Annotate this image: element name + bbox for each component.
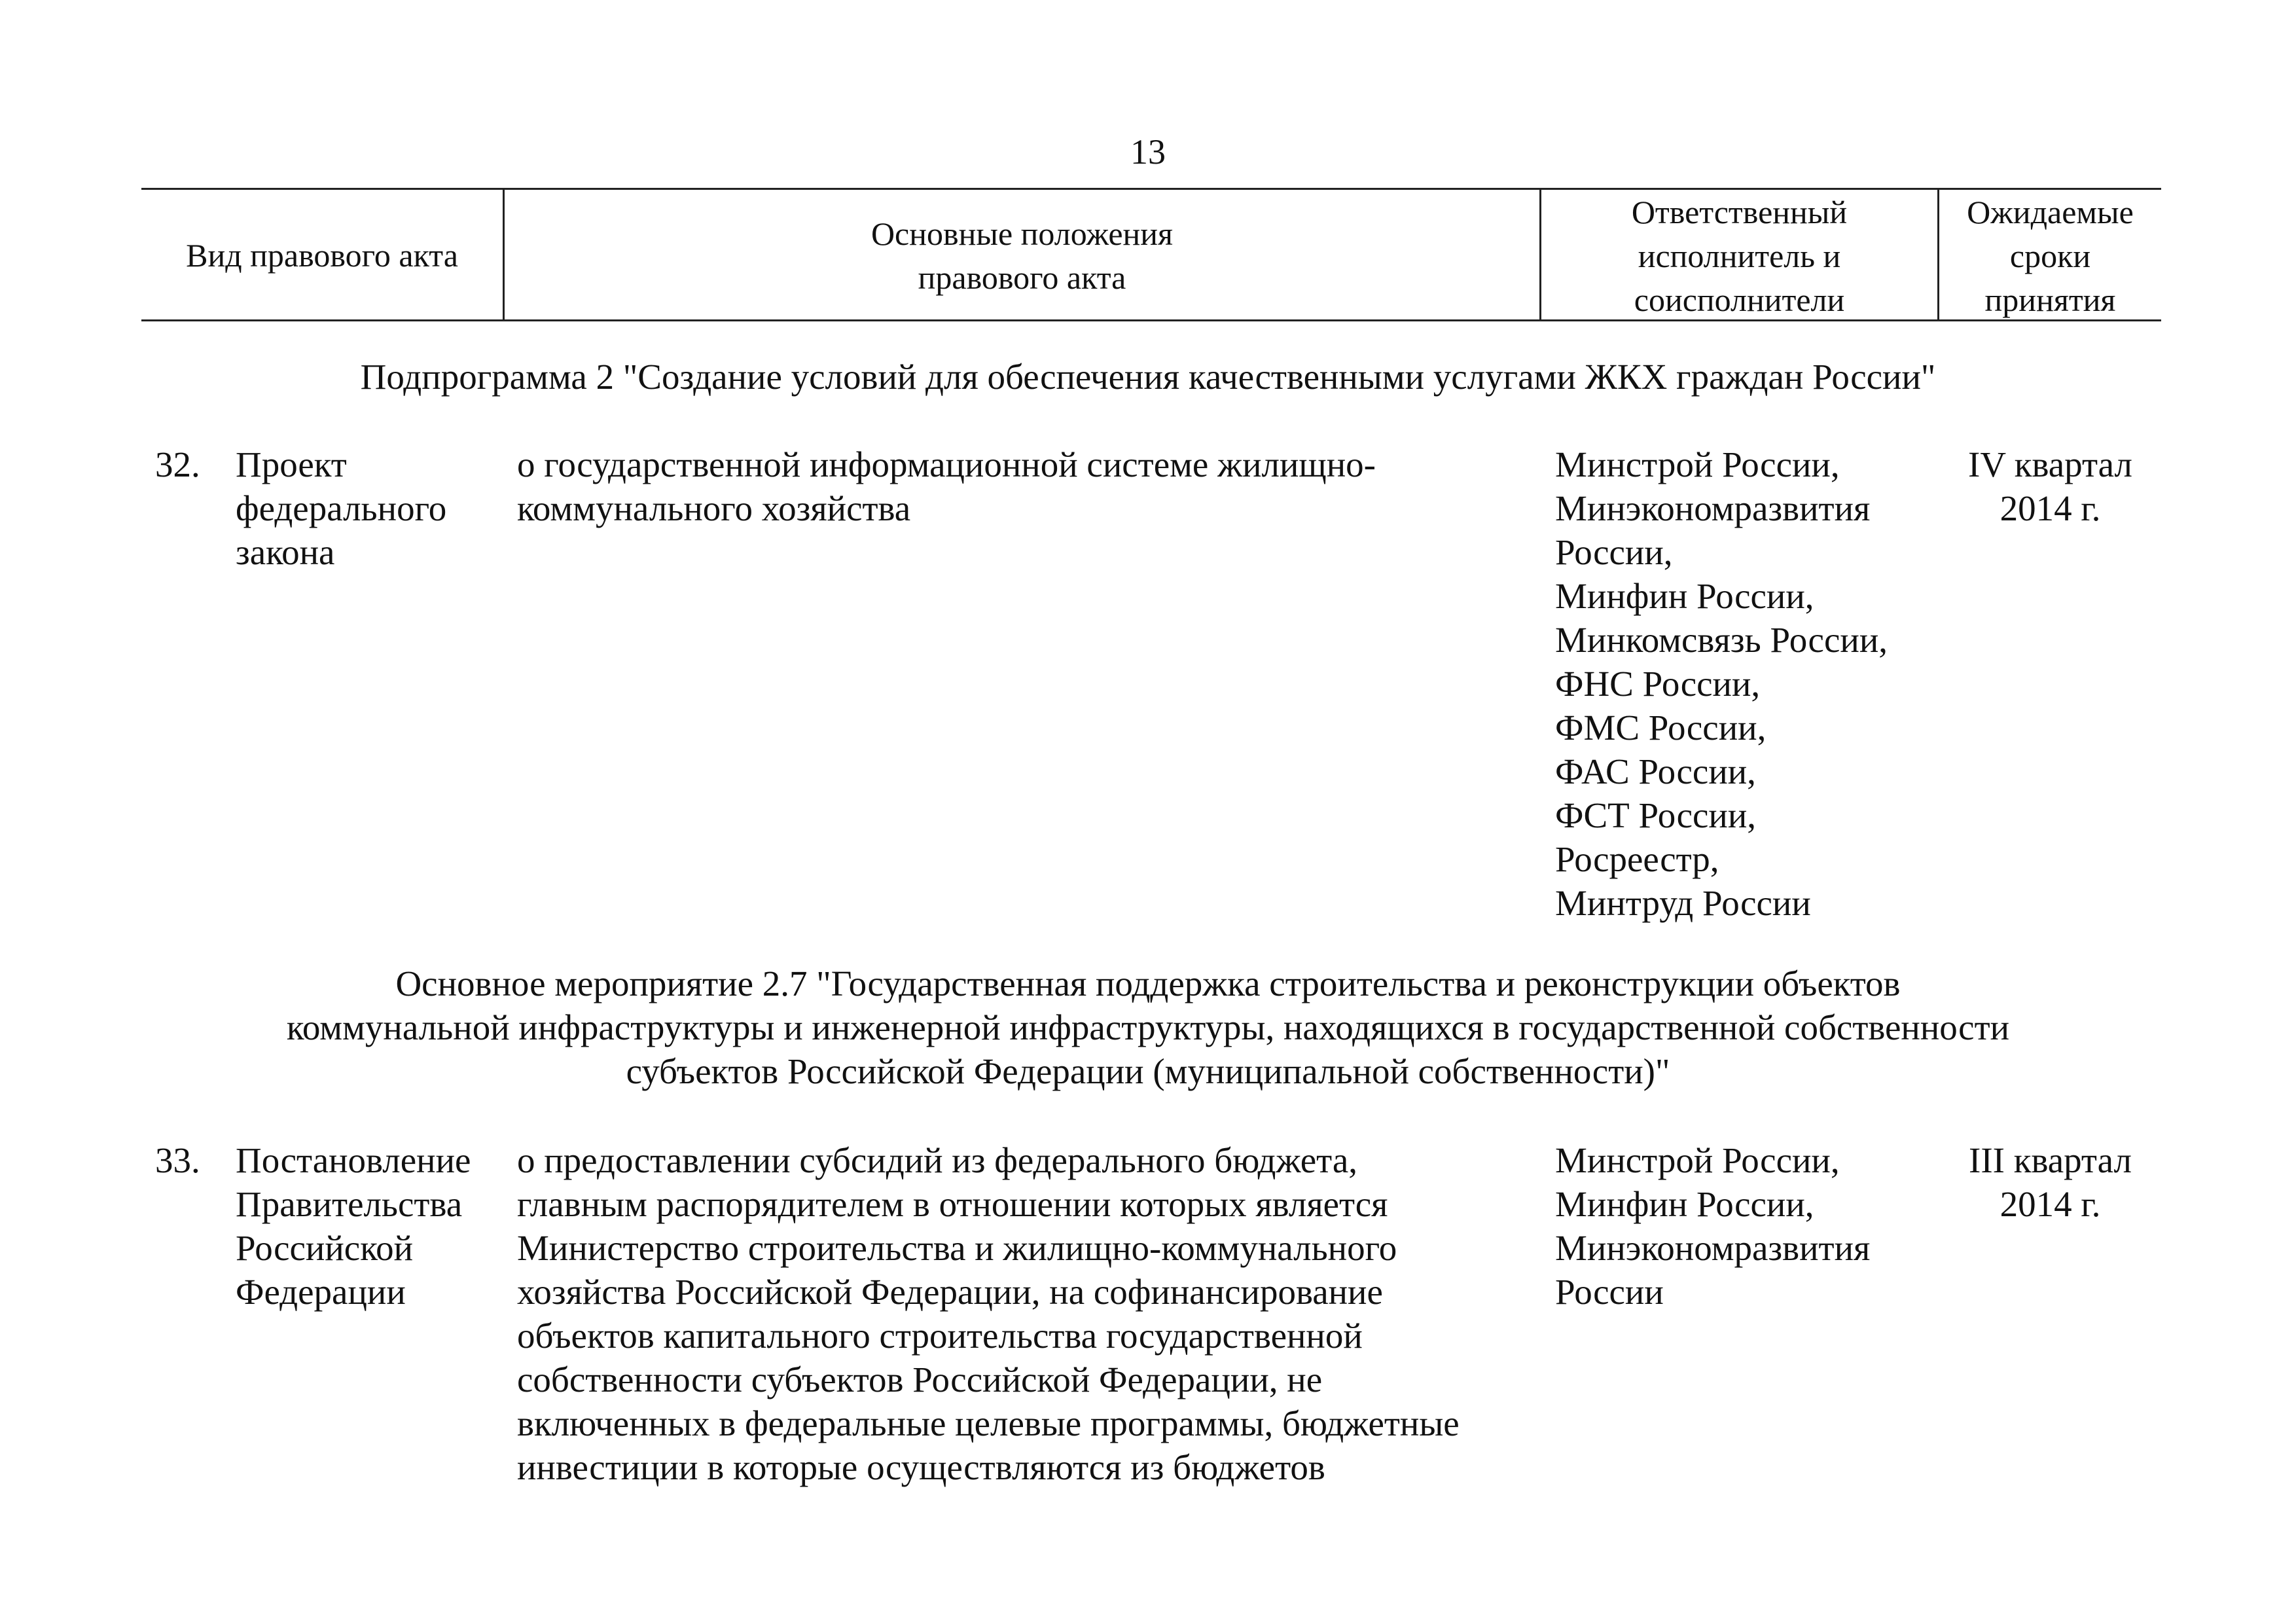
row-33-provisions-line: хозяйства Российской Федерации, на софинансирование	[517, 1272, 1383, 1312]
header-col-provisions-line: Основные положения	[870, 215, 1174, 252]
row-33-provisions-line: инвестиции в которые осуществляются из бюджетов	[517, 1447, 1325, 1487]
row-32-deadline-line: 2014 г.	[2000, 488, 2101, 528]
row-33-provisions-line: объектов капитального строительства государственной	[517, 1316, 1363, 1356]
header-col-provisions	[505, 212, 1539, 300]
row-32-executor-line: ФАС России,	[1555, 751, 1756, 791]
page-number: 13	[1130, 132, 1166, 171]
row-32-provisions-line: о государственной информационной системе жилищно-	[517, 444, 1376, 484]
header-col-provisions-line: правового акта	[918, 259, 1126, 296]
header-col-executor-line: Ответственный	[1631, 194, 1848, 230]
section-heading-line: коммунальной инфраструктуры и инженерной инфраструктуры, находящихся в государственной собственности	[286, 1007, 2010, 1047]
row-32-executor-line: Минкомсвязь России,	[1555, 620, 1888, 660]
section-heading-line: Основное мероприятие 2.7 "Государственная поддержка строительства и реконструкции объектов	[395, 964, 1901, 1003]
row-32-executor-line: Минэкономразвития	[1555, 488, 1871, 528]
header-col-executor-line: исполнитель и	[1638, 238, 1841, 274]
row-33-type-line: Российской	[236, 1228, 414, 1268]
row-33-deadline-line: III квартал	[1969, 1140, 2132, 1180]
row-32-type-line: закона	[236, 532, 335, 572]
row-33-number: 33.	[155, 1140, 200, 1180]
row-33-executor-line: Минфин России,	[1555, 1184, 1814, 1224]
row-33-provisions-line: собственности субъектов Российской Федерации, не	[517, 1360, 1323, 1399]
row-32-executor-line: Минтруд России	[1555, 883, 1811, 923]
row-33-provisions-line: о предоставлении субсидий из федерального бюджета,	[517, 1140, 1358, 1180]
row-32-executor-line: Росреестр,	[1555, 839, 1719, 879]
section-heading-line: субъектов Российской Федерации (муниципальной собственности)"	[626, 1051, 1670, 1091]
row-33-provisions-line: главным распорядителем в отношении которых является	[517, 1184, 1388, 1224]
row-32-executor-line: ФМС России,	[1555, 708, 1767, 748]
row-32-executors	[1555, 442, 1888, 925]
row-33-type-line: Правительства	[236, 1184, 463, 1224]
row-32-type-line: федерального	[236, 488, 447, 528]
header-col-deadline-line: принятия	[1984, 281, 2116, 318]
header-col-type	[141, 234, 503, 278]
row-32-number: 32.	[155, 444, 200, 484]
row-32-executor-line: Минфин России,	[1555, 576, 1814, 616]
header-col-executor	[1541, 190, 1937, 322]
row-32-executor-line: ФСТ России,	[1555, 795, 1757, 835]
row-33-provisions	[517, 1138, 1460, 1489]
header-col-deadline-line: Ожидаемые	[1967, 194, 2134, 230]
row-33-executor-line: Минэкономразвития	[1555, 1228, 1871, 1268]
row-33-executor-line: России	[1555, 1272, 1664, 1312]
section-heading-subprogram	[0, 355, 2296, 399]
section-heading-line: Подпрограмма 2 "Создание условий для обеспечения качественными услугами ЖКХ граждан России"	[360, 357, 1936, 397]
row-32-deadline-line: IV квартал	[1968, 444, 2132, 484]
row-33-type-line: Постановление	[236, 1140, 471, 1180]
row-32-executor-line: России,	[1555, 532, 1673, 572]
row-32-provisions	[517, 442, 1376, 530]
row-33-deadline	[1939, 1138, 2161, 1226]
row-33-type	[236, 1138, 471, 1314]
row-33-provisions-line: включенных в федеральные целевые программы, бюджетные	[517, 1403, 1460, 1443]
row-33-executors	[1555, 1138, 1870, 1314]
header-col-deadline	[1939, 190, 2161, 322]
header-top-rule	[141, 188, 2161, 190]
row-32-deadline	[1939, 442, 2161, 530]
row-32-provisions-line: коммунального хозяйства	[517, 488, 911, 528]
row-33-deadline-line: 2014 г.	[2000, 1184, 2101, 1224]
row-32-type	[236, 442, 446, 574]
header-col-executor-line: соисполнители	[1634, 281, 1845, 318]
row-32-executor-line: ФНС России,	[1555, 664, 1761, 704]
row-33-provisions-line: Министерство строительства и жилищно-коммунального	[517, 1228, 1397, 1268]
section-heading-activity	[0, 962, 2296, 1093]
row-32-executor-line: Минстрой России,	[1555, 444, 1840, 484]
header-col-type-text: Вид правового акта	[186, 237, 458, 274]
header-col-deadline-line: сроки	[2009, 238, 2091, 274]
row-32-type-line: Проект	[236, 444, 347, 484]
row-33-type-line: Федерации	[236, 1272, 406, 1312]
row-33-executor-line: Минстрой России,	[1555, 1140, 1840, 1180]
